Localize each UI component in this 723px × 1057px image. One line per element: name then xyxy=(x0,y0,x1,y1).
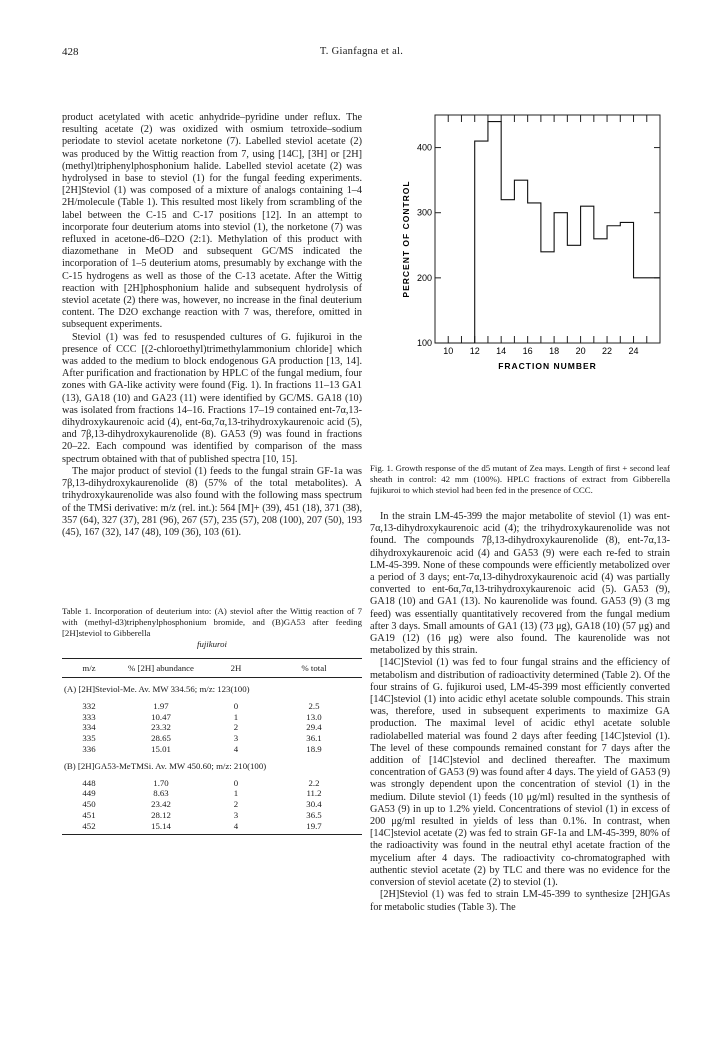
data-table xyxy=(62,658,362,835)
x-tick-label: 22 xyxy=(602,346,613,356)
section-label: (A) [2H]Steviol-Me. Av. MW 334.56; m/z: 123(100) xyxy=(64,684,250,694)
x-tick-label: 20 xyxy=(575,346,586,356)
section-label: (B) [2H]GA53-MeTMSi. Av. MW 450.60; m/z: 210(100) xyxy=(64,760,267,771)
table-row: 450 23.42 2 30.4 xyxy=(82,799,322,810)
table-row: 333 10.47 1 13.0 xyxy=(82,711,322,722)
paragraph: product acetylated with acetic anhydride–pyridine under reflux. The resulting acetate (2) was oxidized with osmium tetroxide–sodium periodate to steviol acetate norketone (7). Labelled steviol acetate (2) was produced by the Wittig reaction from 7, using [14C], [3H] or [2H](methyl)triphenylphosphonium halide. Labelled steviol acetate (2) was hydrolysed in base to steviol (1) for the fungal feeding experiments. [2H]Steviol (1) was composed of a mixture of analogs containing 1–4 2H/molecule (Table 1). This resulted most likely from scrambling of the label between the C-15 and C-17 positions [12]. In an attempt to incorporate four deuterium atoms into steviol (1), the norketone (7) was refluxed in acetone-d6–D2O (2:1). Methylation of this product with diazomethane in MeOD and subsequent GC/MS indicated the incorporation of 1–5 deuterium atoms, presumably by exchange with the C-15 hydrogens as well as those of the C-13 acetate. After the Wittig reaction with [2H]phosphonium halide and subsequent hydrolysis of steviol acetate (2) there was, however, no increase in the final deuterium content. The D2O exchange reaction with 7 was, therefore, omitted in subsequent experiments. xyxy=(62,112,362,331)
table-caption-text: Table 1. Incorporation of deuterium into: (A) steviol after the Wittig reaction of 7 with (methyl-d3)triphenylphosphonium bromide, and (B)GA53 after feeding [2H]steviol to Gibberella xyxy=(62,606,362,638)
x-tick-label: 12 xyxy=(469,346,480,356)
x-axis-label: FRACTION NUMBER xyxy=(498,361,597,371)
y-tick-label: 300 xyxy=(416,207,432,218)
paragraph: [14C]Steviol (1) was fed to four fungal strains and the efficiency of metabolism and distribution of radioactivity determined (Table 2). Of the four strains of G. fujikuroi used, LM-45-399 most efficiently converted [14C]steviol (1) into acidic ethyl acetate soluble compounds. This strain was, therefore, used in subsequent experiments to maximize GA production. The maximal level of acidic ethyl acetate soluble radiolabelled material was found 2 days after feeding [14C]steviol (1). The level of these compounds remained constant for 7 days after the addition of [14C]steviol and declined thereafter. The maximum concentration of GA53 (9) was found after 4 days. The yield of GA53 (9) was strongly dependent upon the concentration of steviol (1) in the medium. Dilute steviol (1) feeds (10 μg/ml) resulted in the synthesis of GA53 (9) in up to 1.2% yield. Concentrations of steviol (1) in excess of 200 μg/ml resulted in yields of less than 0.1%. In contrast, when [14C]steviol acetate (2) was fed to strain GF-1a and LM-45-399, 80% of the radioactivity was found in the neutral ethyl acetate fraction of the mycelium after 4 days. The radioactivity co-chromatographed with authentic steviol acetate (2) by TLC and there was no evidence for the conversion of steviol acetate (2) to steviol (1). xyxy=(370,657,670,889)
x-tick-label: 18 xyxy=(549,346,560,356)
x-tick-label: 24 xyxy=(628,346,639,356)
table-caption-italic: fujikuroi xyxy=(197,639,227,649)
paragraph: [2H]Steviol (1) was fed to strain LM-45-399 to synthesize [2H]GAs for metabolic studies (Table 3). The xyxy=(370,889,670,913)
x-tick-label: 10 xyxy=(443,346,454,356)
table-caption xyxy=(62,606,362,650)
y-tick-label: 200 xyxy=(416,272,432,283)
column-header: % total xyxy=(266,659,362,678)
paragraph: The major product of steviol (1) feeds to the fungal strain GF-1a was 7β,13-dihydroxykaurenolide (8) (57% of the total metabolites). A trihydroxykaurenolide was also found with the following mass spectrum of the TMSi derivative: m/z (rel. int.): 564 [M]+ (39), 451 (18), 371 (38), 357 (64), 327 (37), 281 (96), 267 (57), 235 (57), 208 (100), 207 (50), 193 (45), 167 (32), 147 (48), 109 (36), 103 (61). xyxy=(62,465,362,538)
right-column xyxy=(370,511,670,914)
page-number: 428 xyxy=(62,46,79,58)
x-tick-label: 14 xyxy=(496,346,507,356)
plot-frame xyxy=(435,115,660,343)
running-head: T. Gianfagna et al. xyxy=(319,46,404,57)
figure-caption: Fig. 1. Growth response of the d5 mutant of Zea mays. Length of first + second leaf sheath in control: 42 mm (100%). HPLC fractions of extract from Gibberella fujikuroi to which steviol had been fed in the presence of CCC. xyxy=(370,463,670,495)
y-axis-label: PERCENT OF CONTROL xyxy=(401,180,411,298)
table-row: 332 1.97 0 2.5 xyxy=(82,700,320,711)
column-header: m/z xyxy=(62,659,116,678)
table-row: 449 8.63 1 11.2 xyxy=(82,788,322,799)
table-row: 336 15.01 4 18.9 xyxy=(82,743,322,754)
figure-1-chart xyxy=(370,105,670,445)
x-tick-label: 16 xyxy=(522,346,533,356)
column-header: 2H xyxy=(206,659,266,678)
left-column xyxy=(62,112,362,539)
table-row: 452 15.14 4 19.7 xyxy=(62,821,362,834)
y-tick-label: 400 xyxy=(416,142,432,153)
paragraph: Steviol (1) was fed to resuspended cultures of G. fujikuroi in the presence of CCC [(2-chloroethyl)trimethylammonium chloride] which was added to the medium to block endogenous GA production [13, 14]. After purification and fractionation by HPLC of the fungal medium, four zones with GA-like activity were found (Fig. 1). In fractions 11–13 GA1 (13), GA18 (10) and GA23 (11) were identified by GC/MS. GA18 (10) was isolated from fractions 14–16. Fractions 17–19 contained ent-7α,13-dihydroxykaurenoic acid (4), ent-6α,7α,13-trihydroxykaurenoic acid (5), and 7β,13-dihydroxykaurenolide (8). GA53 (9) was found in fractions 20–22. Each compound was identified by comparison of the mass spectrum obtained with that of published spectra [10, 15]. xyxy=(62,331,362,465)
paragraph: In the strain LM-45-399 the major metabolite of steviol (1) was ent-7α,13-dihydroxykaurenoic acid (4); the trihydroxykaurenolide was not found. The compounds 7β,13-dihydroxykaurenolide (8), ent-7α,13-dihydroxykaurenoic acid (4) and GA53 (9) were each re-fed to strain LM-45-399. None of these compounds were efficiently metabolized over a period of 3 days; ent-7α,13-dihydroxykaurenoic acid (4) was partially converted to ent-6α,7α,13-trihydroxykaurenoic acid (5). GA53 (9), GA18 (10) and GA1 (13). No kaurenolide was found. GA53 (9) (3 mg feed) was essentially quantitatively recovered from the fungal medium after 3 days. Small amounts of GA1 (13) (73 μg), GA18 (10) (57 μg) and GA19 (12) (16 μg) were also found. The kaurenolide was not metabolized by this strain. xyxy=(370,511,670,657)
table-1 xyxy=(62,606,362,835)
y-tick-label: 100 xyxy=(416,338,432,348)
table-row: 335 28.65 3 36.1 xyxy=(82,733,322,744)
table-row: 448 1.70 0 2.2 xyxy=(82,777,320,788)
data-series-line xyxy=(435,122,660,343)
table-row: 334 23.32 2 29.4 xyxy=(82,722,322,733)
table-row: 451 28.12 3 36.5 xyxy=(82,809,322,820)
column-header: % [2H] abundance xyxy=(116,659,206,678)
